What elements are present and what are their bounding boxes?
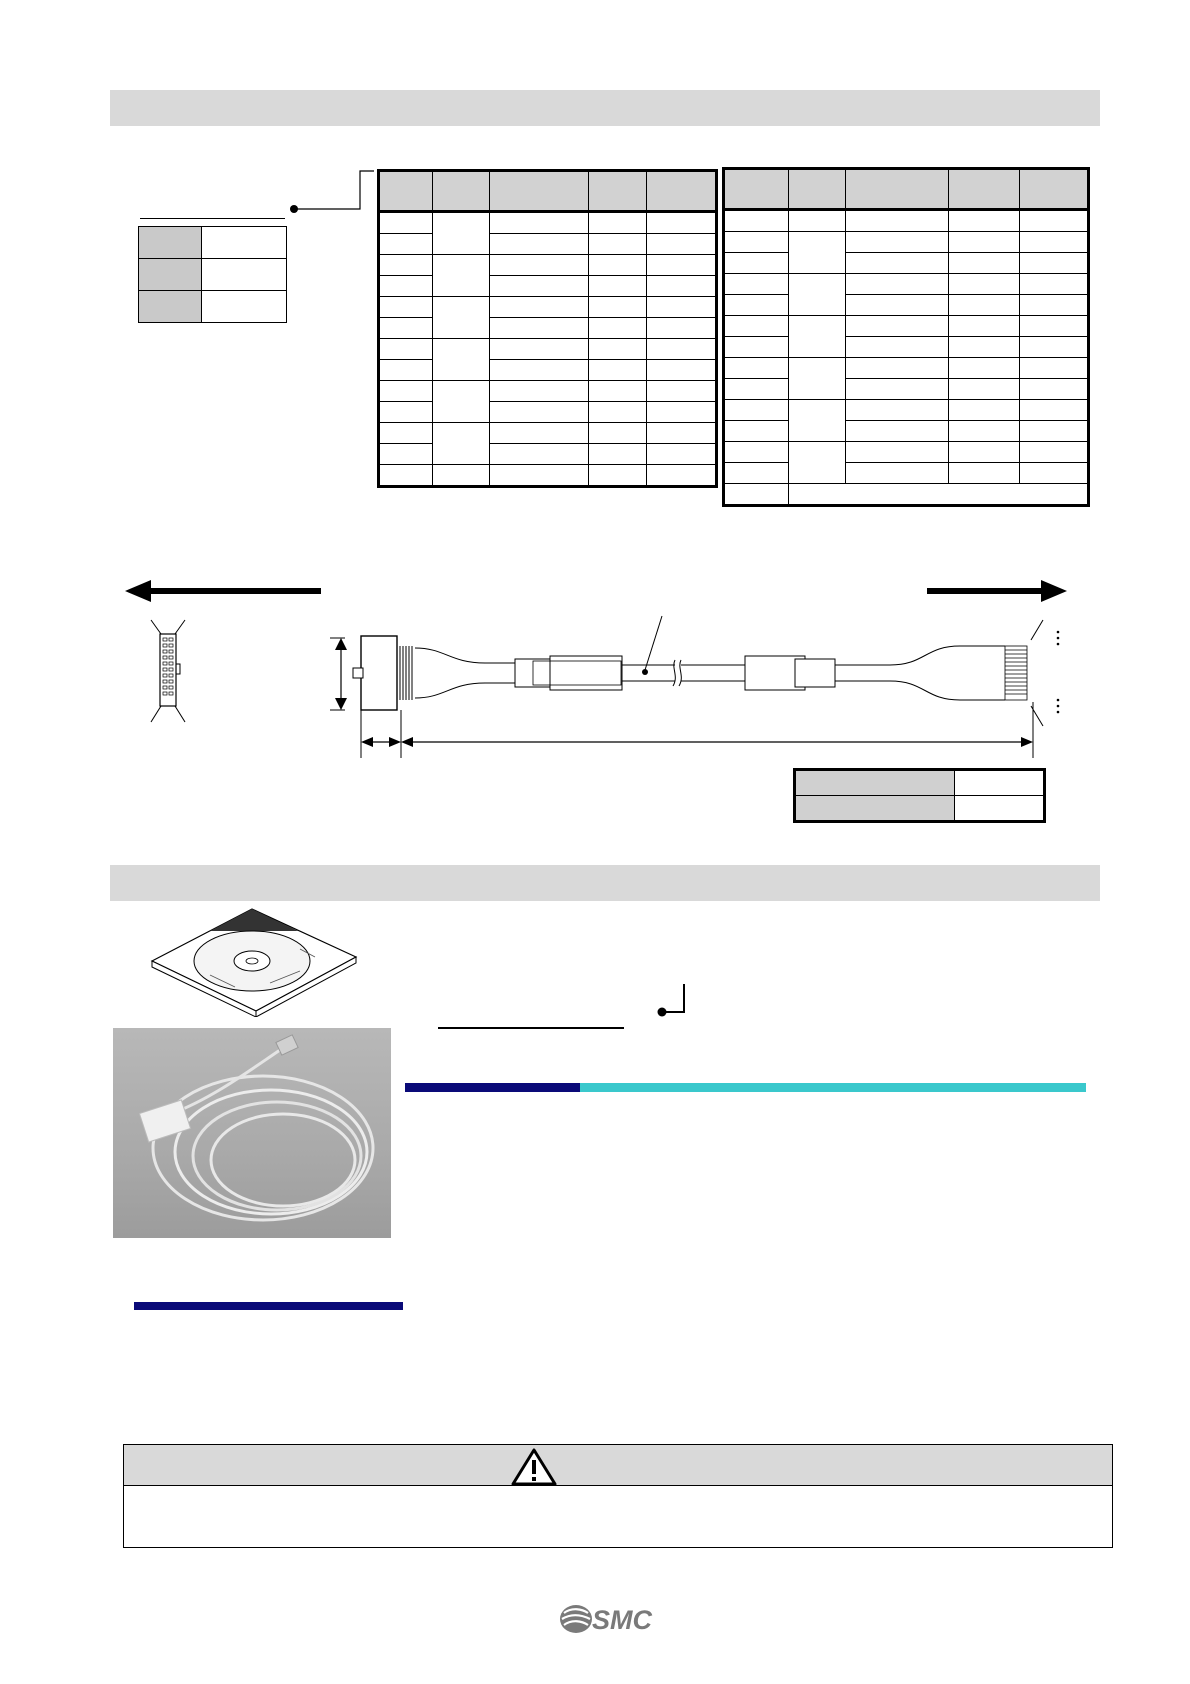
rule-cyan — [580, 1083, 1086, 1092]
section-header-band-2 — [110, 865, 1100, 901]
arrow-left — [125, 578, 325, 604]
pin-table-left — [377, 169, 718, 488]
length-table — [793, 768, 1046, 823]
underline-rule — [438, 1027, 624, 1029]
section-header-band-1 — [110, 90, 1100, 126]
smc-logo-icon — [558, 1601, 658, 1637]
footer-brand: SMC — [592, 1605, 652, 1635]
warning-header — [124, 1445, 1112, 1486]
pin-table-right — [722, 167, 1090, 507]
cd-package-illustration — [150, 905, 360, 1017]
arrow-right — [925, 578, 1067, 604]
rule-navy — [405, 1083, 580, 1092]
leader-bracket — [654, 980, 694, 1020]
warning-triangle-icon — [510, 1447, 558, 1487]
cable-photo — [113, 1028, 391, 1238]
connector-front-view — [145, 618, 195, 724]
cable-drawing — [325, 608, 1070, 763]
leader-line — [280, 165, 380, 215]
legend-table — [138, 226, 287, 323]
warning-box — [123, 1444, 1113, 1548]
legend-rule — [140, 218, 285, 219]
rule-navy-lower — [134, 1302, 403, 1310]
